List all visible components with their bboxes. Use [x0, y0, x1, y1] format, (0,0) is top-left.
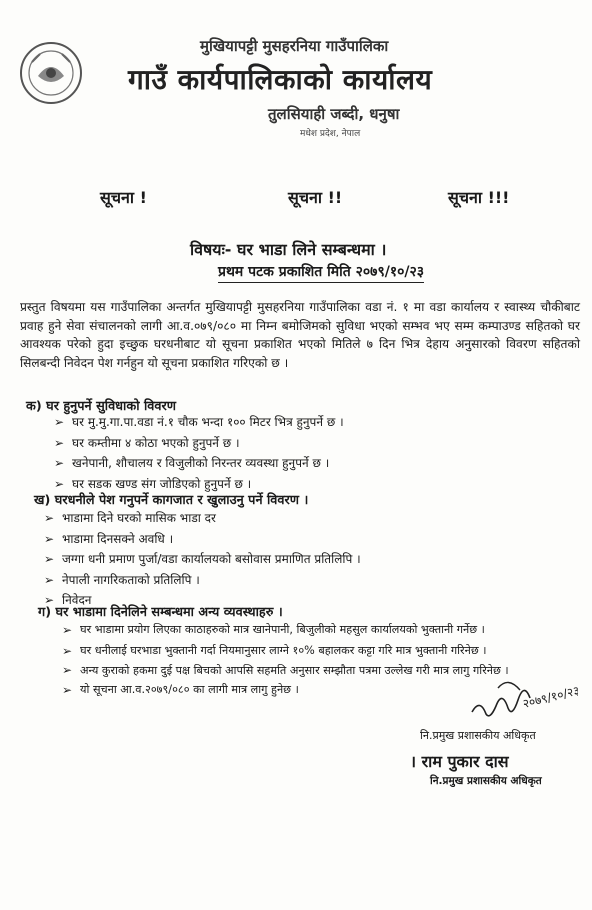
list-item: ➢ अन्य कुराको हकमा दुई पक्ष बिचको आपसि सहमति अनुसार सम्झौता पत्रमा उल्लेख गरी मात्र लागु गरिनेछ ।: [62, 661, 520, 680]
section-b-list: [44, 508, 361, 611]
arrow-bullet-icon: ➢: [62, 643, 73, 658]
arrow-bullet-icon: ➢: [62, 683, 73, 697]
arrow-bullet-icon: ➢: [54, 476, 65, 491]
arrow-bullet-icon: ➢: [62, 623, 73, 637]
arrow-bullet-icon: ➢: [54, 456, 65, 470]
list-item: ➢ घर धनीलाई घरभाडा भुक्तानी गर्दा नियमानुसार लाग्ने १०% बहालकर कट्टा गरि मात्र भुक्तानी गरिनेछ ।: [62, 641, 582, 662]
notice-heading-1: सूचना !: [100, 188, 147, 207]
office-title: गाउँ कार्यपालिकाको कार्यालय: [128, 63, 433, 96]
handwritten-signature: [468, 668, 578, 728]
section-c-heading: ग) घर भाडामा दिनेलिने सम्बन्धमा अन्य व्यवस्थाहरु ।: [38, 605, 283, 620]
list-item: ➢ खनेपानी, शौचालय र विजुलीको निरन्तर व्यवस्था हुनुपर्ने छ ।: [54, 453, 344, 474]
arrow-bullet-icon: ➢: [44, 572, 55, 587]
arrow-bullet-icon: ➢: [44, 531, 55, 546]
list-item: ➢ घर कम्तीमा ४ कोठा भएको हुनुपर्ने छ ।: [54, 433, 344, 454]
subject-line: विषयः- घर भाडा लिने सम्बन्धमा ।: [190, 240, 387, 259]
list-item: ➢ निवेदन: [44, 590, 361, 611]
arrow-bullet-icon: ➢: [62, 663, 73, 677]
section-a-heading: क) घर हुनुपर्ने सुविधाको विवरण: [26, 399, 177, 414]
office-province: मधेश प्रदेश, नेपाल: [300, 129, 361, 139]
signature-date: २०७९/१०/२३: [521, 683, 578, 711]
list-item: ➢ घर सडक खण्ड संग जोडिएको हुनुपर्ने छ ।: [54, 474, 344, 495]
arrow-bullet-icon: ➢: [54, 415, 65, 429]
published-date: प्रथम पटक प्रकाशित मिति २०७९/१०/२३: [218, 262, 424, 283]
list-item: ➢ भाडामा दिने घरको मासिक भाडा दर: [44, 508, 361, 529]
arrow-bullet-icon: ➢: [44, 593, 55, 607]
municipality-seal-icon: [18, 40, 84, 106]
signatory-title-stamp: नि.प्रमुख प्रशासकीय अधिकृत: [430, 775, 542, 787]
signatory-name: । राम पुकार दास: [410, 752, 509, 771]
notice-heading-3: सूचना !!!: [448, 188, 510, 207]
signatory-title: नि.प्रमुख प्रशासकीय अधिकृत: [420, 729, 536, 742]
arrow-bullet-icon: ➢: [44, 511, 55, 525]
list-item: ➢ यो सूचना आ.व.२०७९/०८० का लागी मात्र लागु हुनेछ ।: [62, 680, 582, 701]
intro-paragraph: प्रस्तुत विषयमा यस गाउँपालिका अन्तर्गत मुखियापट्टी मुसहरनिया गाउँपालिका वडा नं. १ मा वडा कार्यालय र स्वास्थ्य चौकीबाट प्रवाह हुने सेवा संचालनको लागी आ.व.०७९/०८० मा निम्न बमोजिमको सुविधा भएको सम्भव भए सम्म कम्पाउण्ड सहितको घर आवश्यक परेको हुदा इच्छुक घरधनीबाट यो सूचना प्रकाशित भएको मितिले ७ दिन भित्र देहाय अनुसारको विवरण सहितको सिलबन्दी निवेदन पेश गर्नहुन यो सूचना प्रकाशित गरिएको छ ।: [20, 300, 580, 370]
office-address: तुलसियाही जब्दी, धनुषा: [268, 105, 400, 123]
municipality-name: मुखियापट्टी मुसहरनिया गाउँपालिका: [200, 37, 389, 55]
list-item: ➢ घर मु.मु.गा.पा.वडा नं.१ चौक भन्दा १०० मिटर भित्र हुनुपर्ने छ ।: [54, 412, 344, 433]
list-item: ➢ नेपाली नागरिकताको प्रतिलिपि ।: [44, 570, 361, 591]
arrow-bullet-icon: ➢: [54, 435, 65, 450]
notice-heading-2: सूचना !!: [288, 188, 343, 207]
arrow-bullet-icon: ➢: [44, 552, 55, 566]
list-item: ➢ घर भाडामा प्रयोग लिएका काठाहरुको मात्र खानेपानी, बिजुलीको महसुल कार्यालयको भुक्तानी गर्नेछ ।: [62, 620, 582, 641]
section-a-list: [54, 412, 344, 494]
section-b-heading: ख) घरधनीले पेश गनुपर्ने कागजात र खुलाउनु पर्ने विवरण ।: [34, 493, 309, 508]
list-item: ➢ भाडामा दिनसक्ने अवधि ।: [44, 529, 361, 550]
list-item: ➢ जग्गा धनी प्रमाण पुर्जा/वडा कार्यालयको बसोवास प्रमाणित प्रतिलिपि ।: [44, 549, 361, 570]
